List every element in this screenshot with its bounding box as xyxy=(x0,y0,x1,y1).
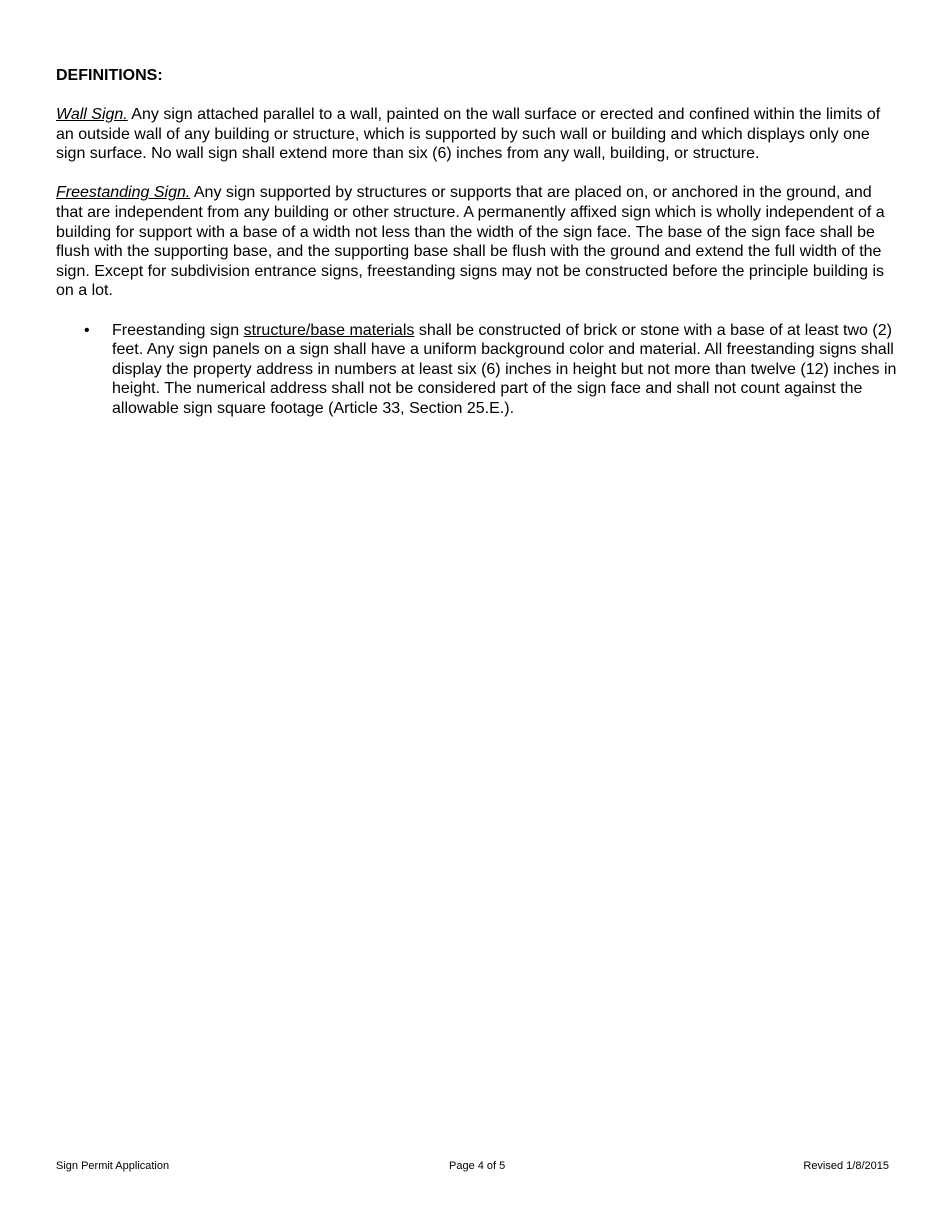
requirements-list xyxy=(56,321,898,419)
freestanding-sign-term: Freestanding Sign. xyxy=(56,184,191,202)
list-item xyxy=(56,321,898,419)
bullet-icon: • xyxy=(84,321,90,339)
freestanding-sign-definition xyxy=(56,183,898,301)
footer-page-number: Page 4 of 5 xyxy=(449,1160,506,1172)
document-page xyxy=(56,66,898,419)
footer-revision-date: Revised 1/8/2015 xyxy=(803,1160,889,1172)
wall-sign-term: Wall Sign. xyxy=(56,106,128,123)
bullet-prefix: Freestanding sign xyxy=(112,321,244,339)
footer-document-title: Sign Permit Application xyxy=(56,1160,170,1172)
bullet-suffix: shall be constructed of brick or stone with a base of at least two (2) feet. Any sign panels on a sign shall have a uniform background color and material. All freestanding signs shall display the property address in numbers at least six (6) inches in height but not more than twelve (12) inches in height. The numerical address shall not be considered part of the sign face and shall not count against the allowable sign square footage (Article 33, Section 25.E.). xyxy=(112,321,897,417)
freestanding-sign-text: Any sign supported by structures or supports that are placed on, or anchored in the ground, and that are independent from any building or other structure. A permanently affixed sign which is wholly independent of a building for support with a base of a width not less than the width of the sign face. The base of the sign face shall be flush with the supporting base, and the supporting base shall be flush with the ground and extend the full width of the sign. Except for subdivision entrance signs, freestanding signs may not be constructed before the principle building is on a lot. xyxy=(56,184,885,300)
definitions-heading: DEFINITIONS: xyxy=(56,67,163,84)
wall-sign-definition xyxy=(56,105,898,164)
wall-sign-text: Any sign attached parallel to a wall, painted on the wall surface or erected and confined within the limits of an outside wall of any building or structure, which is supported by such wall or building and which displays only one sign surface. No wall sign shall extend more than six (6) inches from any wall, building, or structure. xyxy=(56,106,881,163)
bullet-underlined-term: structure/base materials xyxy=(243,321,415,339)
